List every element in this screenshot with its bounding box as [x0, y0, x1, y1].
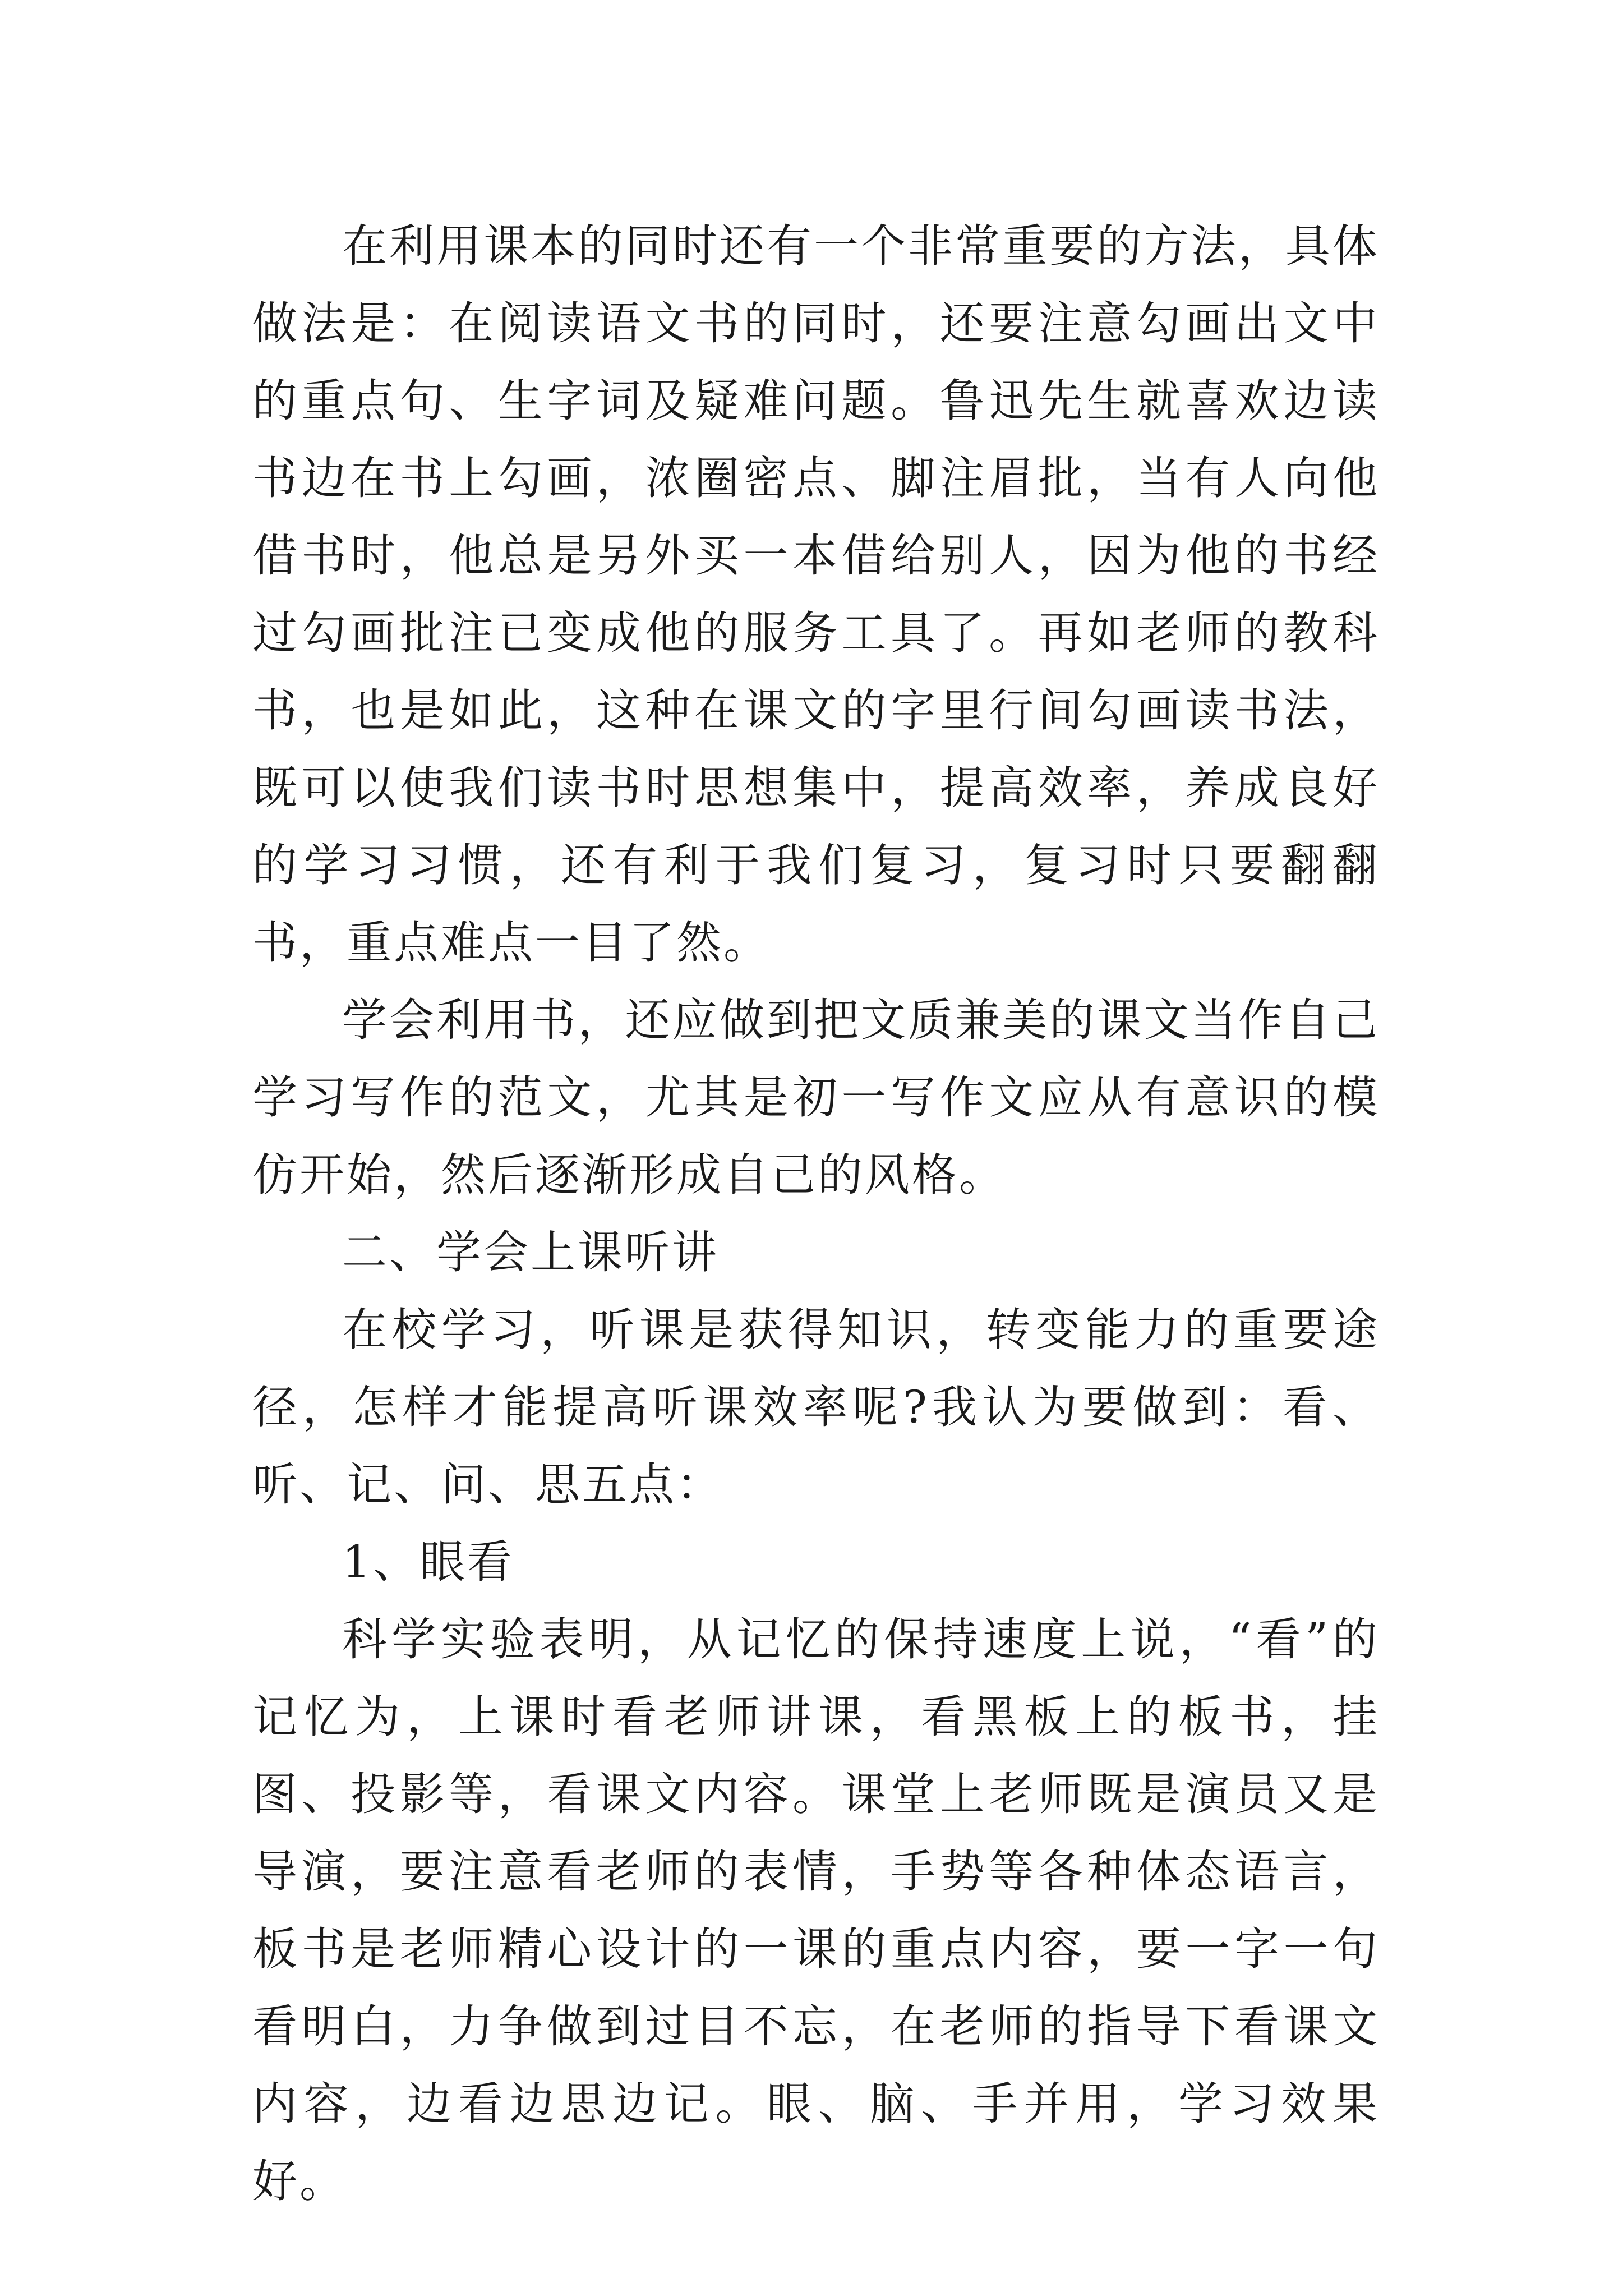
paragraph-underline-method: 在利用课本的同时还有一个非常重要的方法，具体做法是：在阅读语文书的同时，还要注意勾画出文中的重点句、生字词及疑难问题。鲁迅先生就喜欢边读书边在书上勾画，浓圈密点、脚注眉批，当有人向他借书时，他总是另外买一本借给别人，因为他的书经过勾画批注已变成他的服务工具了。再如老师的教科书，也是如此，这种在课文的字里行间勾画读书法，既可以使我们读书时思想集中，提高效率，养成良好的学习习惯，还有利于我们复习，复习时只要翻翻书，重点难点一目了然。 — [252, 220, 1380, 969]
paragraph-model-essay: 学会利用书，还应做到把文质兼美的课文当作自己学习写作的范文，尤其是初一写作文应从有意识的模仿开始，然后逐渐形成自己的风格。 — [252, 994, 1380, 1201]
paragraph-eye-watch: 科学实验表明，从记忆的保持速度上说，“看”的记忆为，上课时看老师讲课，看黑板上的板书，挂图、投影等，看课文内容。课堂上老师既是演员又是导演，要注意看老师的表情，手势等各种体态语言，板书是老师精心设计的一课的重点内容，要一字一句看明白，力争做到过目不忘，在老师的指导下看课文内容，边看边思边记。眼、脑、手并用，学习效果好。 — [252, 1613, 1380, 2207]
paragraph-listening-intro: 在校学习，听课是获得知识，转变能力的重要途径，怎样才能提高听课效率呢?我认为要做到：看、听、记、问、思五点： — [252, 1304, 1380, 1511]
body-text — [252, 208, 1380, 2220]
subheading-eye-watch: 1、眼看 — [342, 1536, 514, 1588]
section-heading-listening: 二、学会上课听讲 — [342, 1226, 719, 1278]
